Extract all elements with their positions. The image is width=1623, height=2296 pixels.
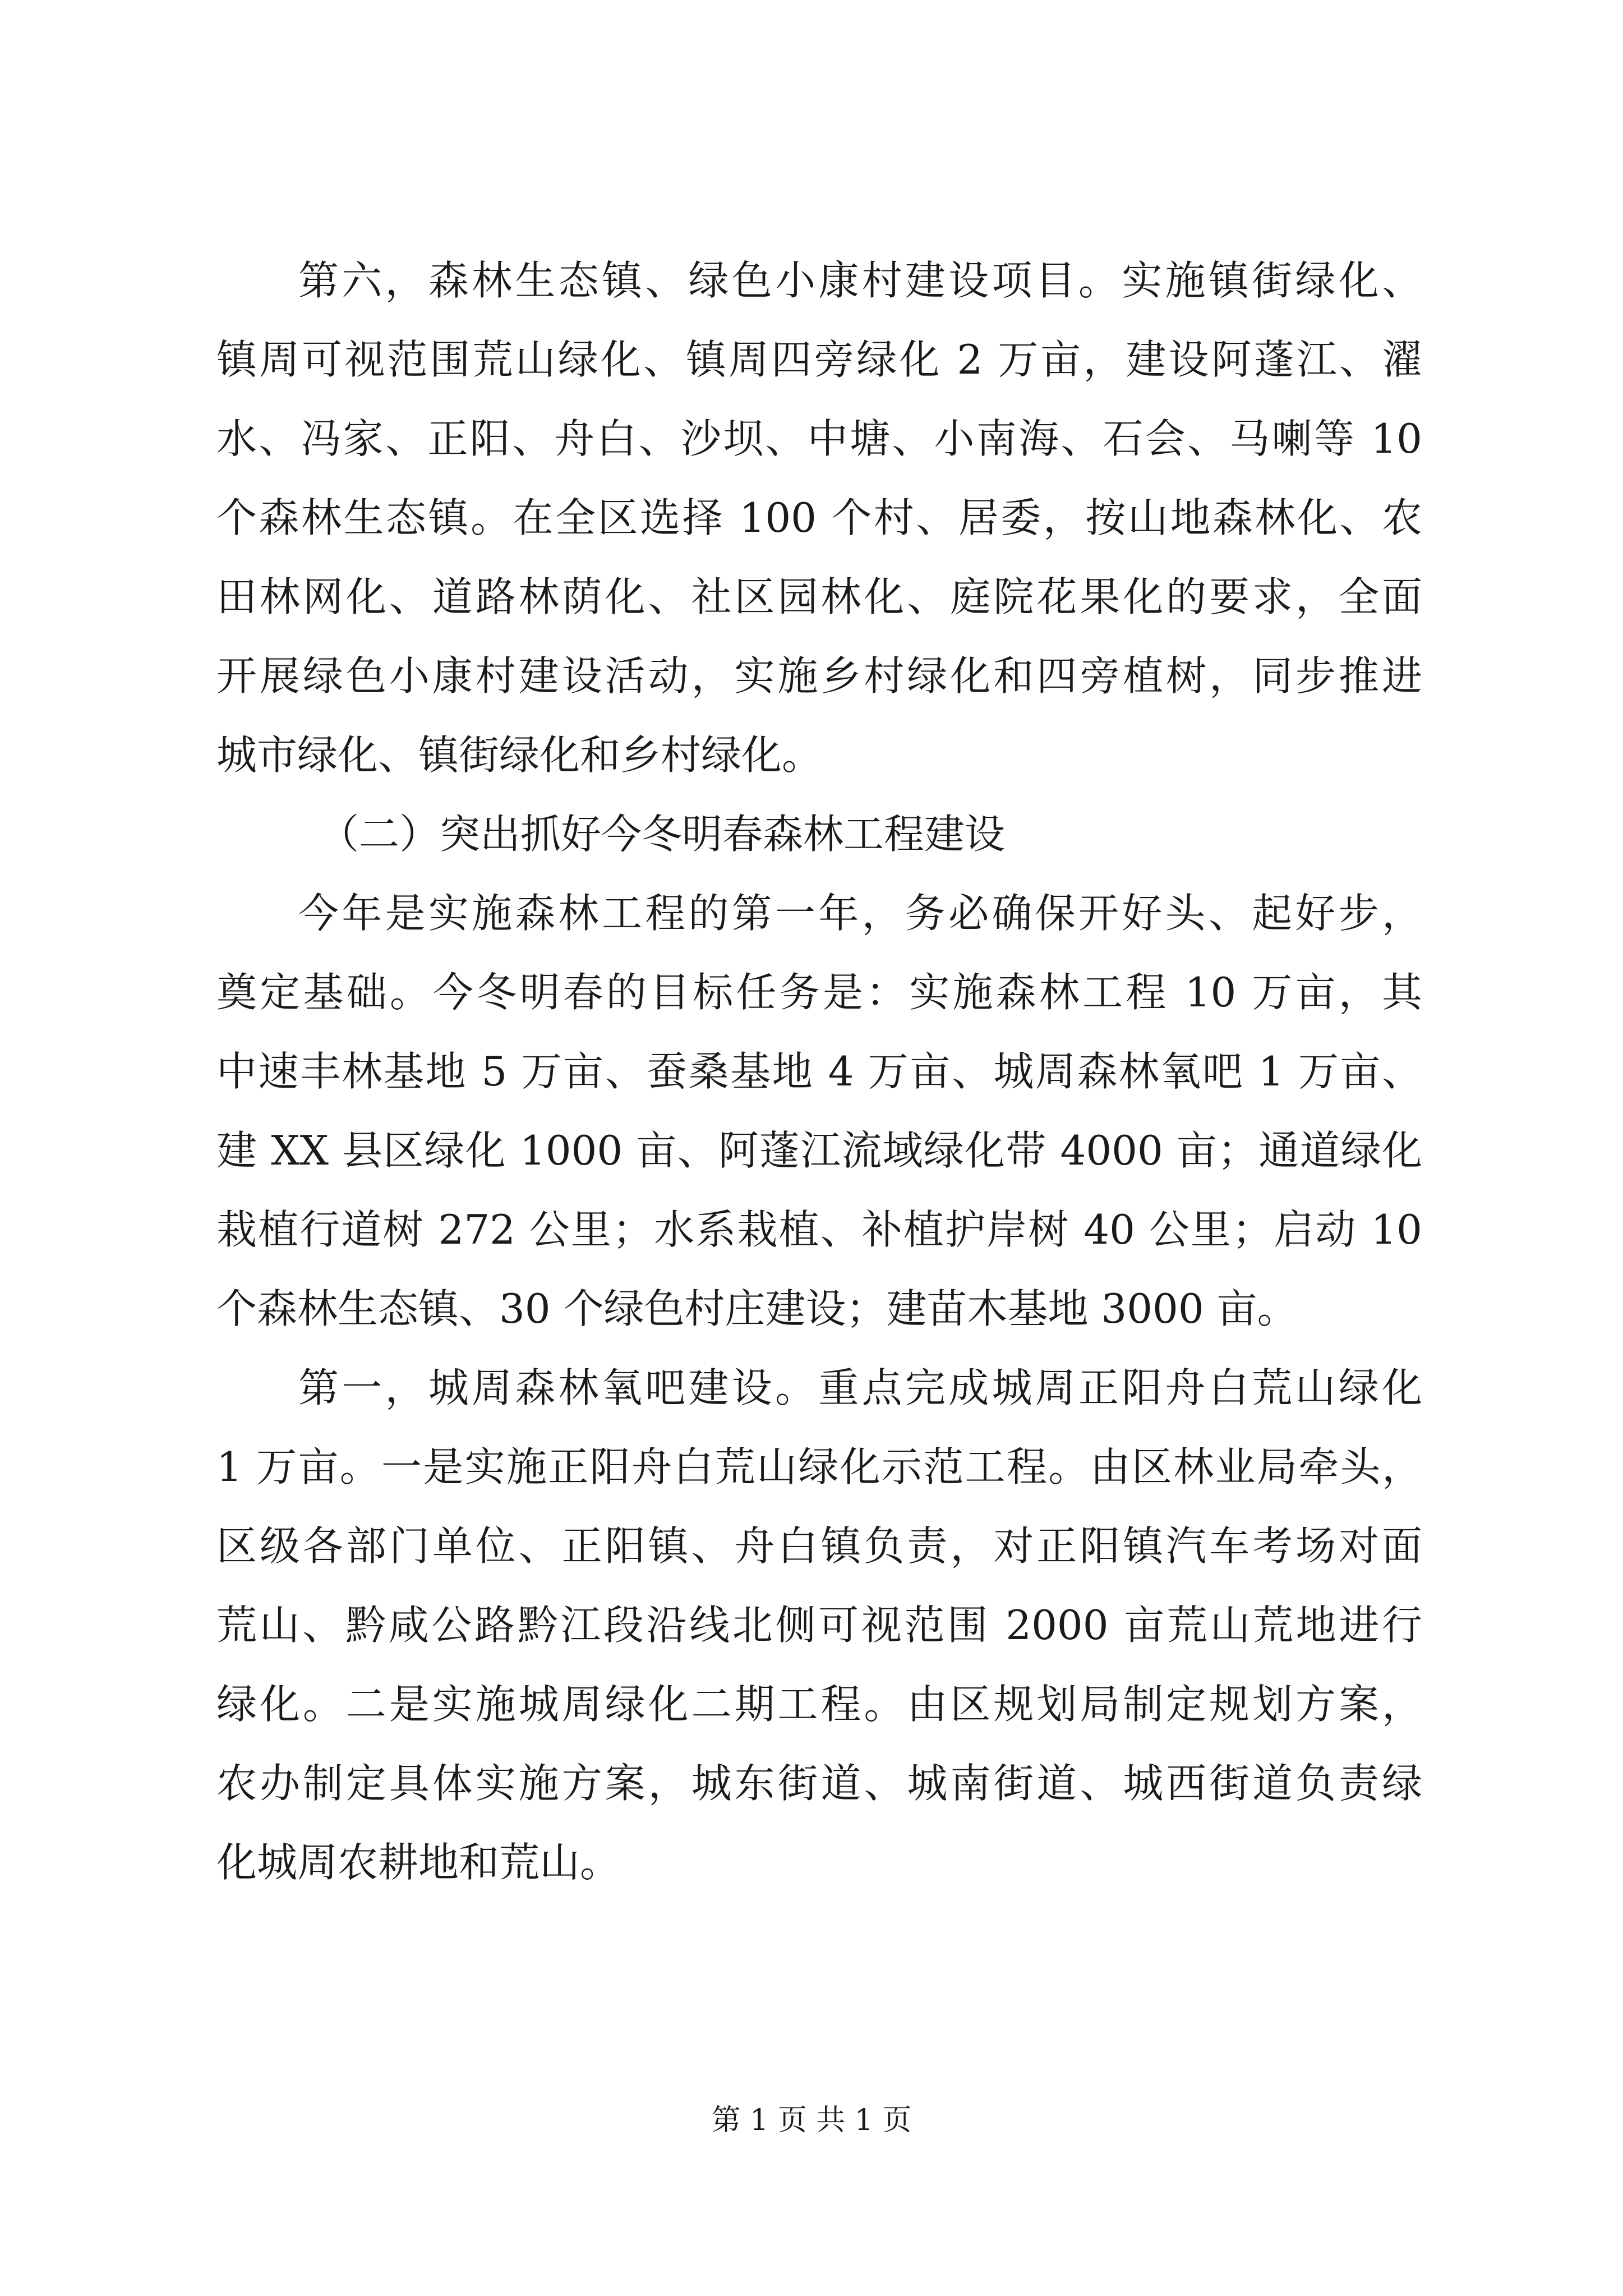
- page-footer: [0, 2101, 1623, 2140]
- paragraph-line: 区级各部门单位、正阳镇、舟白镇负责，对正阳镇汽车考场对面: [216, 1522, 1422, 1570]
- paragraph-line: 绿化。二是实施城周绿化二期工程。由区规划局制定规划方案，: [216, 1681, 1422, 1728]
- paragraph-line: 荒山、黔咸公路黔江段沿线北侧可视范围 2000 亩荒山荒地进行: [216, 1602, 1422, 1649]
- page-number-label: 第 1 页 共 1 页: [711, 2104, 912, 2137]
- paragraph-line: 奠定基础。今冬明春的目标任务是：实施森林工程 10 万亩，其: [216, 969, 1422, 1016]
- document-body: [216, 241, 1422, 1902]
- paragraph-line: 农办制定具体实施方案，城东街道、城南街道、城西街道负责绿: [216, 1760, 1422, 1807]
- paragraph-line: 1 万亩。一是实施正阳舟白荒山绿化示范工程。由区林业局牵头，: [216, 1443, 1422, 1490]
- paragraph-line: 开展绿色小康村建设活动，实施乡村绿化和四旁植树，同步推进: [216, 652, 1422, 700]
- paragraph-line: 第一，城周森林氧吧建设。重点完成城周正阳舟白荒山绿化: [298, 1364, 1422, 1411]
- section-heading: （二）突出抓好今冬明春森林工程建设: [319, 811, 1006, 858]
- paragraph-line: 镇周可视范围荒山绿化、镇周四旁绿化 2 万亩，建设阿蓬江、濯: [216, 336, 1422, 383]
- paragraph-line: 第六，森林生态镇、绿色小康村建设项目。实施镇街绿化、: [298, 257, 1422, 304]
- paragraph-line: 个森林生态镇、30 个绿色村庄建设；建苗木基地 3000 亩。: [216, 1285, 1298, 1332]
- paragraph-line: 个森林生态镇。在全区选择 100 个村、居委，按山地森林化、农: [216, 494, 1422, 541]
- paragraph-line: 今年是实施森林工程的第一年，务必确保开好头、起好步，: [298, 890, 1422, 937]
- paragraph-line: 城市绿化、镇街绿化和乡村绿化。: [216, 731, 823, 779]
- paragraph-line: 建 XX 县区绿化 1000 亩、阿蓬江流域绿化带 4000 亩；通道绿化: [216, 1127, 1422, 1174]
- paragraph-line: 化城周农耕地和荒山。: [216, 1839, 621, 1886]
- paragraph-line: 水、冯家、正阳、舟白、沙坝、中塘、小南海、石会、马喇等 10: [216, 415, 1422, 462]
- paragraph-line: 栽植行道树 272 公里；水系栽植、补植护岸树 40 公里；启动 10: [216, 1206, 1422, 1253]
- paragraph-line: 田林网化、道路林荫化、社区园林化、庭院花果化的要求，全面: [216, 573, 1422, 620]
- paragraph-line: 中速丰林基地 5 万亩、蚕桑基地 4 万亩、城周森林氧吧 1 万亩、: [216, 1048, 1422, 1095]
